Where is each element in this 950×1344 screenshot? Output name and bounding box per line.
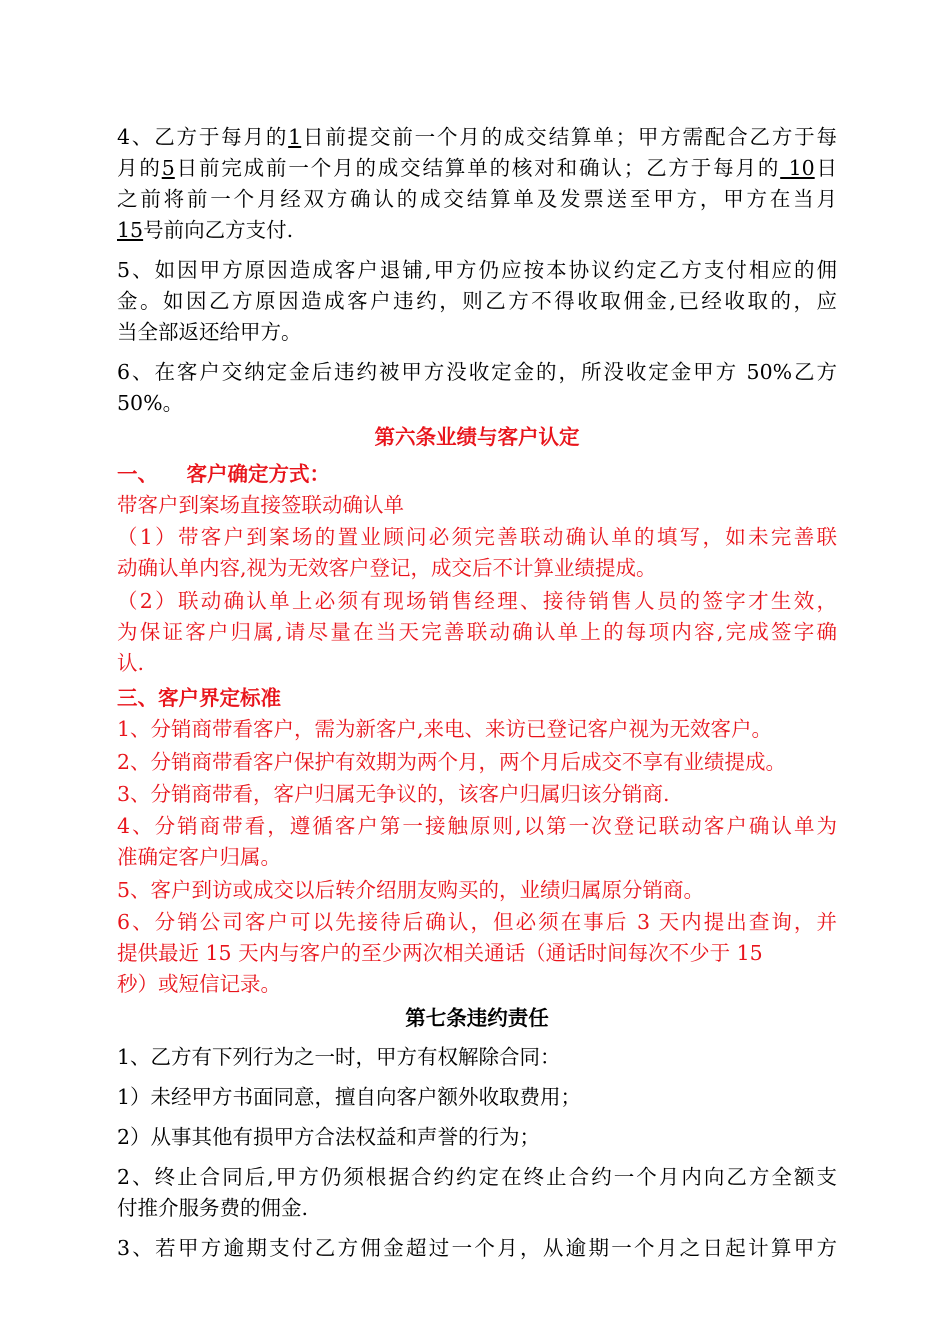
clause-6-line-2: 50%。 bbox=[117, 391, 184, 415]
section-7-title: 第七条违约责任 bbox=[405, 1006, 549, 1030]
clause-4-line-3: 之前将前一个月经双方确认的成交结算单及发票送至甲方，甲方在当月 bbox=[117, 187, 837, 211]
section-6-heading-3: 三、客户界定标准 bbox=[117, 686, 281, 710]
section-6-title: 第六条业绩与客户认定 bbox=[374, 425, 580, 449]
criterion-3: 3、分销商带看，客户归属无争议的，该客户归属归该分销商. bbox=[117, 782, 670, 806]
breach-1-a: 1）未经甲方书面同意，擅自向客户额外收取费用； bbox=[117, 1085, 582, 1109]
clause-4-line-1: 4、乙方于每月的1日前提交前一个月的成交结算单；甲方需配合乙方于每 bbox=[117, 125, 838, 149]
breach-2-line-2: 付推介服务费的佣金. bbox=[117, 1196, 309, 1220]
breach-2-line-1: 2、终止合同后,甲方仍须根据合约约定在终止合约一个月内向乙方全额支 bbox=[117, 1165, 837, 1189]
clause-6-line-1: 6、在客户交纳定金后违约被甲方没收定金的，所没收定金甲方 50%乙方 bbox=[117, 360, 837, 384]
rule-1-line-2: 动确认单内容,视为无效客户登记，成交后不计算业绩提成。 bbox=[117, 556, 657, 580]
breach-1-b: 2）从事其他有损甲方合法权益和声誉的行为； bbox=[117, 1125, 541, 1149]
rule-1-line-1: （1）带客户到案场的置业顾问必须完善联动确认单的填写，如未完善联 bbox=[117, 525, 837, 549]
criterion-4-line-1: 4、分销商带看，遵循客户第一接触原则,以第一次登记联动客户确认单为 bbox=[117, 814, 837, 838]
clause-5-line-2: 金。如因乙方原因造成客户违约，则乙方不得收取佣金,已经收取的，应 bbox=[117, 289, 837, 313]
clause-4-line-4: 15号前向乙方支付. bbox=[117, 218, 294, 242]
criterion-2: 2、分销商带看客户保护有效期为两个月，两个月后成交不享有业绩提成。 bbox=[117, 750, 787, 774]
criterion-5: 5、客户到访或成交以后转介绍朋友购买的，业绩归属原分销商。 bbox=[117, 878, 705, 902]
clause-5-line-3: 当全部返还给甲方。 bbox=[117, 320, 302, 344]
breach-3-line-1: 3、若甲方逾期支付乙方佣金超过一个月，从逾期一个月之日起计算甲方 bbox=[117, 1236, 837, 1260]
clause-4-line-2: 月的5日前完成前一个月的成交结算单的核对和确认；乙方于每月的 10日 bbox=[117, 156, 838, 180]
criterion-6-line-1: 6、分销公司客户可以先接待后确认，但必须在事后 3 天内提出查询，并 bbox=[117, 910, 837, 934]
section-6-heading-1: 一、 客户确定方式： bbox=[117, 462, 331, 486]
criterion-1: 1、分销商带看客户，需为新客户,来电、来访已登记客户视为无效客户。 bbox=[117, 717, 773, 741]
rule-2-line-1: （2）联动确认单上必须有现场销售经理、接待销售人员的签字才生效， bbox=[117, 589, 837, 613]
section-6-subheading: 带客户到案场直接签联动确认单 bbox=[117, 493, 404, 517]
criterion-6-line-3: 秒）或短信记录。 bbox=[117, 972, 281, 996]
criterion-6-line-2: 提供最近 15 天内与客户的至少两次相关通话（通话时间每次不少于 15 bbox=[117, 941, 763, 965]
rule-2-line-2: 为保证客户归属,请尽量在当天完善联动确认单上的每项内容,完成签字确 bbox=[117, 620, 837, 644]
rule-2-line-3: 认. bbox=[117, 651, 145, 675]
clause-5-line-1: 5、如因甲方原因造成客户退铺,甲方仍应按本协议约定乙方支付相应的佣 bbox=[117, 258, 837, 282]
criterion-4-line-2: 准确定客户归属。 bbox=[117, 845, 281, 869]
breach-1: 1、乙方有下列行为之一时，甲方有权解除合同： bbox=[117, 1045, 561, 1069]
